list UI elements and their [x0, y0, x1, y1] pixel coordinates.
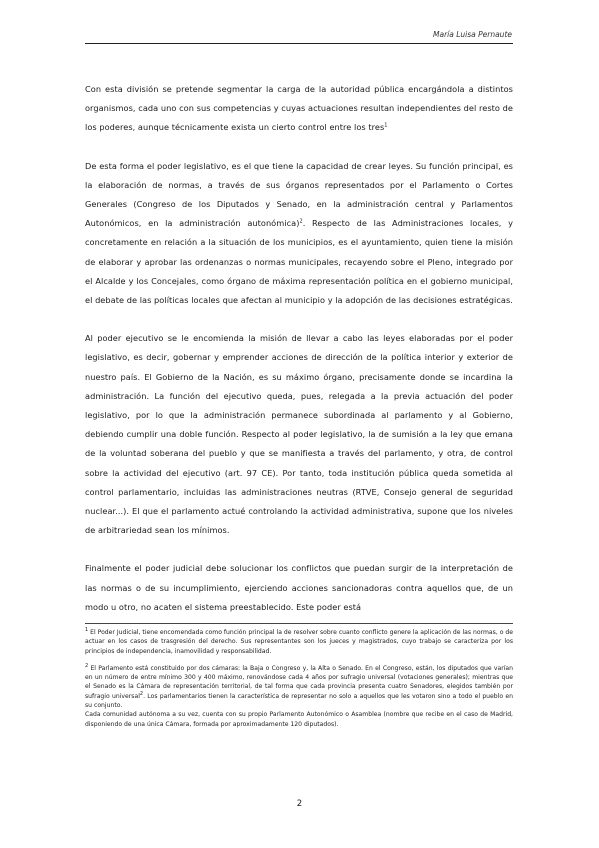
footnote-ref[interactable]: 1	[384, 122, 388, 129]
page-number: 2	[296, 799, 303, 809]
footnote-inner-ref: 2	[139, 690, 144, 697]
footnote-text-tail: . Los parlamentarios tienen la característica de representar no solo a aquellos que les votaron sino a todo el pueblo en su conjunto.	[85, 692, 513, 710]
footnote-separator	[85, 623, 513, 624]
paragraph-text-tail: . Respecto de las Administraciones locales, y concretamente en relación a la situación de los municipios, es el ayuntamiento, quien tiene la misión de elaborar y aprobar las ordenanzas o normas municipales, recayendo sobre el Pleno, integrado por el Alcalde y los Concejales, como órgano de máxima representación política en el gobierno municipal, el debate de las políticas locales que afectan al municipio y la adopción de las decisiones estratégicas.	[85, 218, 513, 306]
paragraph-executive	[85, 329, 513, 540]
footnote-number: 1	[85, 626, 89, 633]
footnote-text: Cada comunidad autónoma a su vez, cuenta con su propio Parlamento Autonómico o Asamblea (nombre que recibe en el caso de Madrid, disponiendo de una única Cámara, formada por aproximadamente 120 diputados).	[85, 711, 513, 728]
paragraph-text: De esta forma el poder legislativo, es el que tiene la capacidad de crear leyes. Su función principal, es la elaboración de normas, a través de sus órganos representados por el Parlamento o Cortes Generales (Congreso de los Diputados y Senado, en la administración central y Parlamentos Autonómicos, en la administración autonómica)	[85, 160, 513, 229]
paragraph-legislative	[85, 157, 513, 311]
footnote-ref[interactable]: 2	[299, 218, 303, 225]
paragraph-text: Al poder ejecutivo se le encomienda la misión de llevar a cabo las leyes elaboradas por el poder legislativo, es decir, gobernar y emprender acciones de dirección de la política interior y exterior de nuestro país. El Gobierno de la Nación, es su máximo órgano, precisamente donde se incardina la administración. La función del ejecutivo queda, pues, relegada a la previa actuación del poder legislativo, por lo que la administración permanece subordinada al parlamento y al Gobierno, debiendo cumplir una doble función. Respecto al poder legislativo, la de sumisión a la ley que emana de la voluntad soberana del pueblo y que se manifiesta a través del parlamento, y otra, de control sobre la actividad del ejecutivo (art. 97 CE). Por tanto, toda institución pública queda sometida al control parlamentario, incluidas las administraciones neutras (RTVE, Consejo general de seguridad nuclear...). El que el parlamento actué controlando la actividad administrativa, supone que los niveles de arbitrariedad sean los mínimos.	[85, 333, 513, 536]
paragraph-intro	[85, 80, 513, 138]
footnote-number: 2	[85, 662, 89, 669]
paragraph-text: Con esta división se pretende segmentar la carga de la autoridad pública encargándola a distintos organismos, cada uno con sus competencias y cuyas actuaciones resultan independientes del resto de los poderes, aunque técnicamente exista un cierto control entre los tres	[85, 84, 513, 133]
footnote-text: El Parlamento está constituido por dos cámaras: la Baja o Congreso y, la Alta o Senado. En el Congreso, están, los diputados que varían en un número de entre mínimo 300 y 400 máximo, renovándose cada 4 años por sufragio universal (votaciones generales); mientras que el Senado es la Cámara de representación territorial, de tal forma que cada provincia presenta cuatro Senadores, elegidos también por sufragio universal	[85, 664, 513, 700]
footnote-text: El Poder Judicial, tiene encomendada como función principal la de resolver sobre cuanto conflicto genere la aplicación de las normas, o de actuar en los casos de trasgresión del derecho. Sus representantes son los jueces y magistrados, cuyo trabajo se caracteriza por los principios de independencia, inamovilidad y responsabilidad.	[85, 629, 513, 655]
footnote-1	[85, 628, 513, 656]
header-rule	[85, 43, 513, 44]
footnote-2	[85, 664, 513, 710]
paragraph-judicial	[85, 559, 513, 617]
footnote-2-continued	[85, 710, 513, 729]
footnotes	[85, 628, 513, 737]
running-header-author: María Luisa Pernaute	[433, 30, 512, 39]
paragraph-text: Finalmente el poder judicial debe solucionar los conflictos que puedan surgir de la interpretación de las normas o de su incumplimiento, ejerciendo acciones sancionadoras contra aquellos que, de un modo u otro, no acaten el sistema preestablecido. Este poder está	[85, 563, 513, 612]
main-body	[85, 80, 513, 636]
